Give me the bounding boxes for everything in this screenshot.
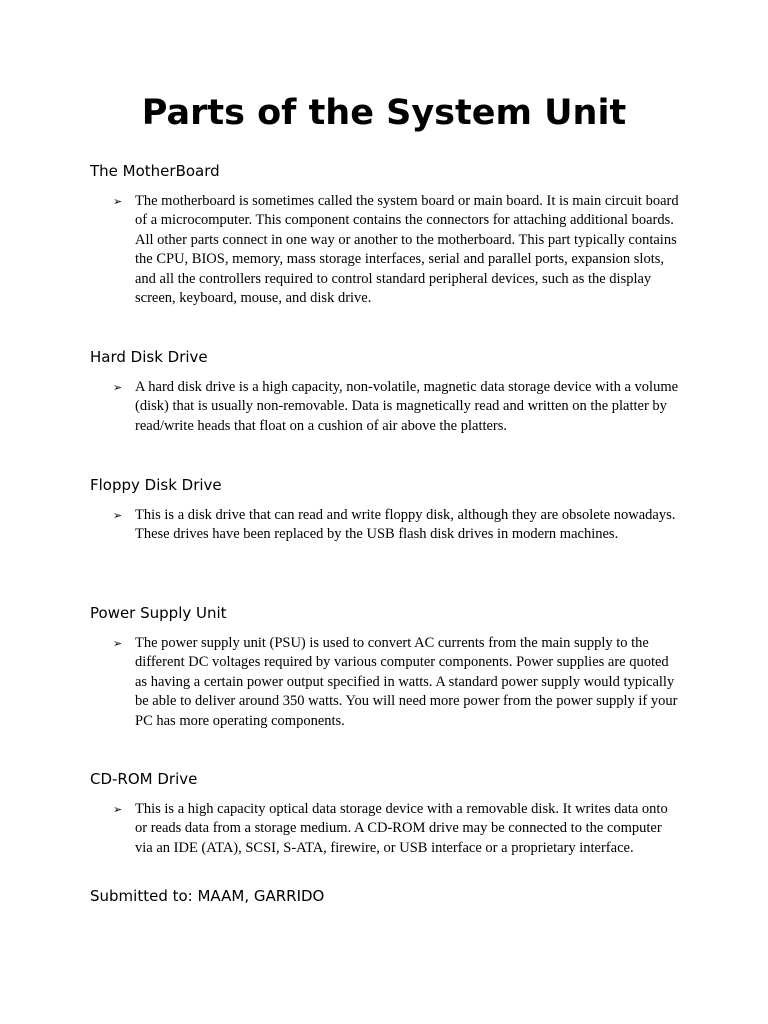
paragraph-floppy-disk-drive: This is a disk drive that can read and write floppy disk, although they are obsolete nowadays. These drives have been replaced by the USB flash disk drives in modern machines. [135,507,676,543]
arrow-bullet-icon: ➢ [113,195,123,208]
submitted-to-line: Submitted to: MAAM, GARRIDO [90,887,325,905]
paragraph-motherboard: The motherboard is sometimes called the system board or main board. It is main circuit board of a microcomputer. This component contains the connectors for attaching additional boards. All other parts connect in one way or another to the motherboard. This part typically contains the CPU, BIOS, memory, mass storage interfaces, serial and parallel ports, expansion slots, and all the controllers required to control standard peripheral devices, such as the display screen, keyboard, mouse, and disk drive. [135,193,679,307]
list-item-hard-disk-drive [113,378,683,436]
arrow-bullet-icon: ➢ [113,637,123,650]
arrow-bullet-icon: ➢ [113,381,123,394]
list-item-motherboard [113,192,683,308]
arrow-bullet-icon: ➢ [113,803,123,816]
page-title: Parts of the System Unit [141,93,627,133]
paragraph-cd-rom-drive: This is a high capacity optical data storage device with a removable disk. It writes data onto or reads data from a storage medium. A CD-ROM drive may be connected to the computer via an IDE (ATA), SCSI, S-ATA, firewire, or USB interface or a proprietary interface. [135,801,668,856]
section-heading-power-supply-unit: Power Supply Unit [90,604,227,622]
section-heading-cd-rom-drive: CD-ROM Drive [90,770,198,788]
arrow-bullet-icon: ➢ [113,509,123,522]
paragraph-power-supply-unit: The power supply unit (PSU) is used to convert AC currents from the main supply to the different DC voltages required by various computer components. Power supplies are quoted as having a certain power output specified in watts. A standard power supply would typically be able to deliver around 350 watts. You will need more power from the power supply if your PC has more operating components. [135,635,678,729]
list-item-floppy-disk-drive [113,506,683,545]
list-item-cd-rom-drive [113,800,683,858]
paragraph-hard-disk-drive: A hard disk drive is a high capacity, non-volatile, magnetic data storage device with a volume (disk) that is usually non-removable. Data is magnetically read and written on the platter by read/write heads that float on a cushion of air above the platters. [135,379,679,434]
section-heading-motherboard: The MotherBoard [90,162,220,180]
section-heading-hard-disk-drive: Hard Disk Drive [90,348,208,366]
list-item-power-supply-unit [113,634,683,731]
section-heading-floppy-disk-drive: Floppy Disk Drive [90,476,222,494]
